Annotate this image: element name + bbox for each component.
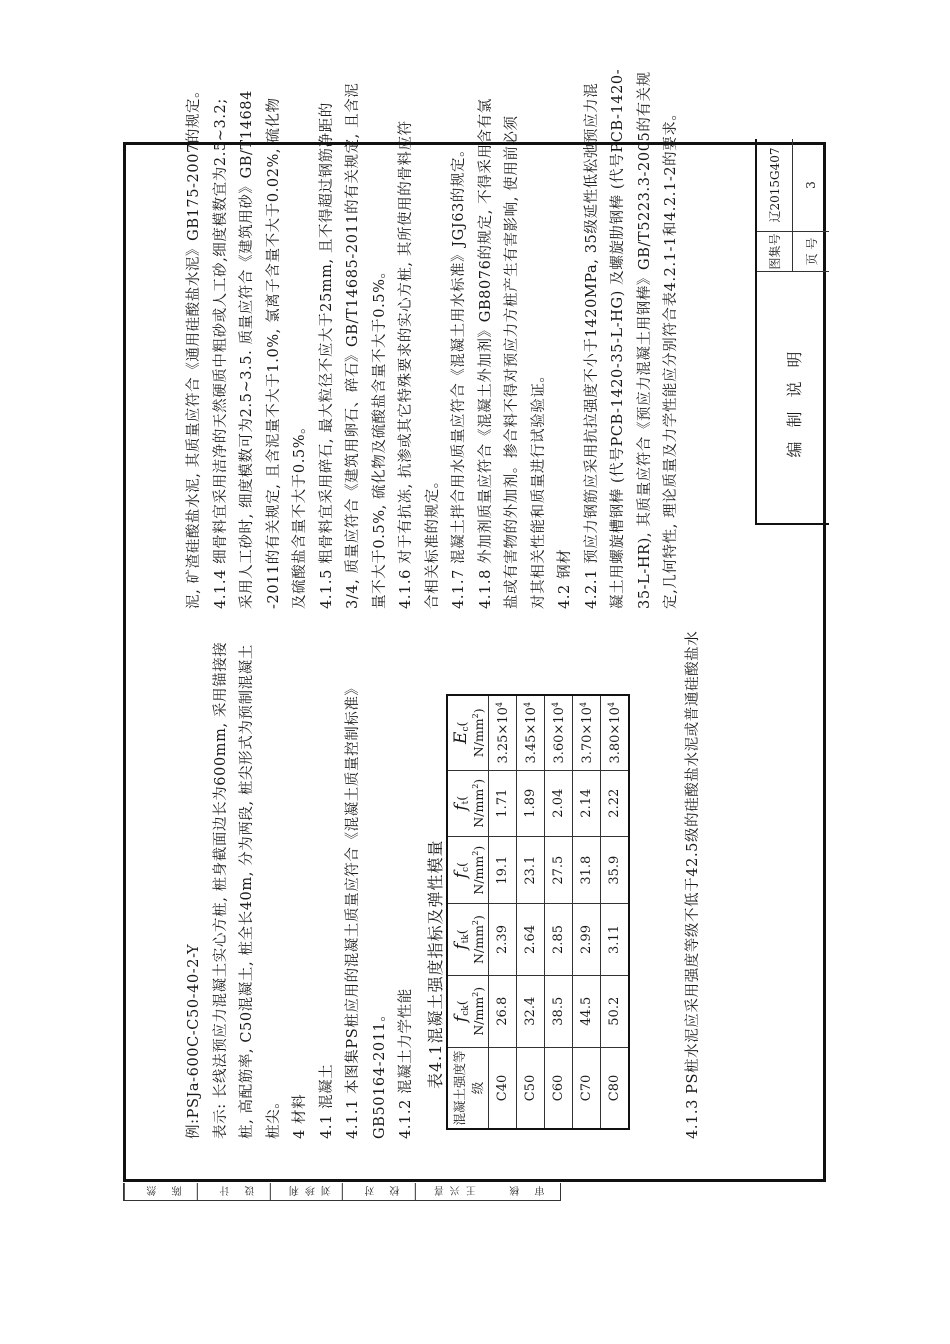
cell-ec: $3.80\times 10^4$ — [601, 695, 630, 770]
section-heading: 4.1.2 混凝土力学性能 — [398, 988, 414, 1139]
header-fc: $f_c$( $N/mm^2$) — [447, 836, 489, 904]
signature-cell: 王兴喜 — [415, 1183, 488, 1200]
text-line: 定,几何特性, 理论质量及力学性能应分别符合表4.2.1-1和4.2.1-2的要求。 — [663, 105, 679, 609]
text-line: 及硫酸盐含量不大于0.5%。 — [292, 418, 308, 609]
cell-ec: $3.25\times 10^4$ — [489, 695, 517, 770]
atlas-number-label: 图集号 — [757, 231, 793, 271]
header-ftk: $f_{tk}$( $N/mm^2$) — [447, 904, 489, 975]
text-line: 4.2.1 预应力钢筋应采用抗拉强度不小于1420MPa, 35级延性低松弛预应力混 — [583, 82, 600, 609]
cell-ft: 2.22 — [601, 770, 630, 836]
cell-grade: C60 — [545, 1047, 573, 1129]
signature-cell: 校 对 — [342, 1183, 415, 1200]
header-ft: $f_t$( $N/mm^2$) — [447, 770, 489, 836]
cell-fc: 31.8 — [573, 836, 601, 904]
text-line: 例:PSJa-600C-C50-40-2-Y — [186, 943, 202, 1139]
cell-grade: C40 — [489, 1047, 517, 1129]
table-caption: 表4.1混凝土强度指标及弹性模量 — [426, 839, 445, 1089]
signature-strip — [123, 1183, 561, 1201]
table-row — [489, 695, 517, 1129]
text-line: 4.1.8 外加剂质量应符合《混凝土外加剂》GB8076的规定, 不得采用含有氯 — [477, 98, 494, 609]
signature-cell: 刘珍利 — [270, 1183, 343, 1200]
cell-grade: C80 — [601, 1047, 630, 1129]
text-line: 表示: 长线法预应力混凝土实心方桩, 桩身截面边长为600mm, 采用锚接接 — [212, 641, 229, 1139]
text-line: 量不大于0.5%, 硫化物及硫酸盐含量不大于0.5%。 — [371, 263, 388, 609]
section-heading: 4.2 钢材 — [557, 548, 573, 609]
cell-fck: 26.8 — [489, 975, 517, 1047]
table-row — [517, 695, 545, 1129]
text-line: GB50164-2011。 — [371, 1006, 388, 1139]
text-line: 合相关标准的规定。 — [424, 473, 441, 609]
table-row — [545, 695, 573, 1129]
title-block-meta — [757, 139, 829, 271]
text-line: 3/4, 质量应符合《建筑用卵石、碎石》GB/T14685-2011的有关规定, 且含泥 — [345, 82, 361, 609]
cell-ftk: 2.85 — [545, 904, 573, 975]
header-fck: $f_{ck}$( $N/mm^2$) — [447, 975, 489, 1047]
signature-cell: 审 核 — [503, 1184, 545, 1195]
cell-fck: 44.5 — [573, 975, 601, 1047]
cell-fc: 27.5 — [545, 836, 573, 904]
cell-grade: C50 — [517, 1047, 545, 1129]
header-ec: $E_c$( $N/mm^2$) — [447, 695, 489, 770]
cell-ft: 2.14 — [573, 770, 601, 836]
concrete-strength-table — [446, 694, 630, 1130]
text-line: 桩尖。 — [265, 1093, 282, 1139]
cell-ft: 1.89 — [517, 770, 545, 836]
drawing-frame — [123, 68, 826, 1182]
cell-ft: 1.71 — [489, 770, 517, 836]
text-line: 对其相关性能和质量进行试验验证。 — [530, 367, 547, 609]
cell-ftk: 2.39 — [489, 904, 517, 975]
text-line: 35-L-HR), 其质量应符合《预应力混凝土用钢棒》GB/T5223.3-2005的有关规 — [636, 71, 653, 609]
section-heading: 4.1 混凝土 — [318, 1063, 335, 1139]
signature-cell: 陈 然 — [124, 1183, 197, 1200]
cell-fck: 38.5 — [545, 975, 573, 1047]
cell-fc: 19.1 — [489, 836, 517, 904]
title-block — [755, 139, 829, 525]
text-line: -2011的有关规定, 且含泥量不大于1.0%, 氯离子含量不大于0.02%, 硫化物 — [265, 97, 282, 609]
text-line: 4.1.3 PS桩水泥应采用强度等级不低于42.5级的硅酸盐水泥或普通硅酸盐水 — [685, 630, 701, 1139]
cell-fck: 32.4 — [517, 975, 545, 1047]
text-line: 采用人工砂时, 细度模数可为2.5~3.5. 质量应符合《建筑用砂》GB/T14684 — [239, 90, 255, 609]
atlas-number: 辽2015G407 — [757, 139, 793, 231]
page-number: 3 — [804, 181, 818, 189]
cell-ftk: 2.64 — [517, 904, 545, 975]
cell-ftk: 3.11 — [601, 904, 630, 975]
table-row — [601, 695, 630, 1129]
sheet-title: 编制说明 — [757, 271, 829, 523]
section-heading: 4 材料 — [292, 1093, 308, 1139]
table-row — [573, 695, 601, 1129]
text-line: 盐或有害物的外加剂。掺合料不得对预应力方桩产生有害影响, 使用前必须 — [504, 115, 520, 609]
text-line: 泥, 矿渣硅酸盐水泥, 其质量应符合《通用硅酸盐水泥》GB175-2007的规定。 — [186, 82, 202, 609]
cell-ec: $3.60\times 10^4$ — [545, 695, 573, 770]
text-line: 4.1.4 细骨料宜采用洁净的天然硬质中粗砂或人工砂,细度模数宜为2.5~3.2; — [212, 98, 229, 609]
cell-ec: $3.45\times 10^4$ — [517, 695, 545, 770]
cell-ec: $3.70\times 10^4$ — [573, 695, 601, 770]
left-text-column — [181, 642, 420, 1139]
text-line: 桩, 高配筋率, C50混凝土, 桩全长40m, 分为两段, 桩尖形式为预制混凝土 — [239, 644, 255, 1139]
drawing-sheet — [123, 68, 826, 1182]
header-grade: 混凝土强度等级 — [447, 1047, 489, 1129]
text-line: 4.1.7 混凝土拌合用水质量应符合《混凝土用水标准》JGJ63的规定。 — [451, 141, 467, 609]
right-text-column — [181, 69, 685, 609]
cell-ftk: 2.99 — [573, 904, 601, 975]
cell-fc: 23.1 — [517, 836, 545, 904]
signature-cell: 设 计 — [197, 1183, 270, 1200]
text-line: 凝土用螺旋槽钢棒 (代号PCB-1420-35-L-HG) 及螺旋肋钢棒 (代号PCB-1420- — [610, 68, 626, 609]
cell-fck: 50.2 — [601, 975, 630, 1047]
text-line: 4.1.6 对于有抗冻, 抗渗或其它特殊要求的实心方桩, 其所使用的骨料应符 — [398, 120, 414, 609]
table-header-row — [447, 695, 489, 1129]
cell-grade: C70 — [573, 1047, 601, 1129]
text-line: 4.1.5 粗骨料宜采用碎石, 最大粒径不应大于25mm, 且不得超过钢筋净距的 — [318, 102, 335, 609]
text-line: 4.1.1 本图集PS桩应用的混凝土质量应符合《混凝土质量控制标准》 — [345, 680, 361, 1139]
cell-fc: 35.9 — [601, 836, 630, 904]
cell-ft: 2.04 — [545, 770, 573, 836]
page-number-label: 页 号 — [793, 231, 829, 271]
